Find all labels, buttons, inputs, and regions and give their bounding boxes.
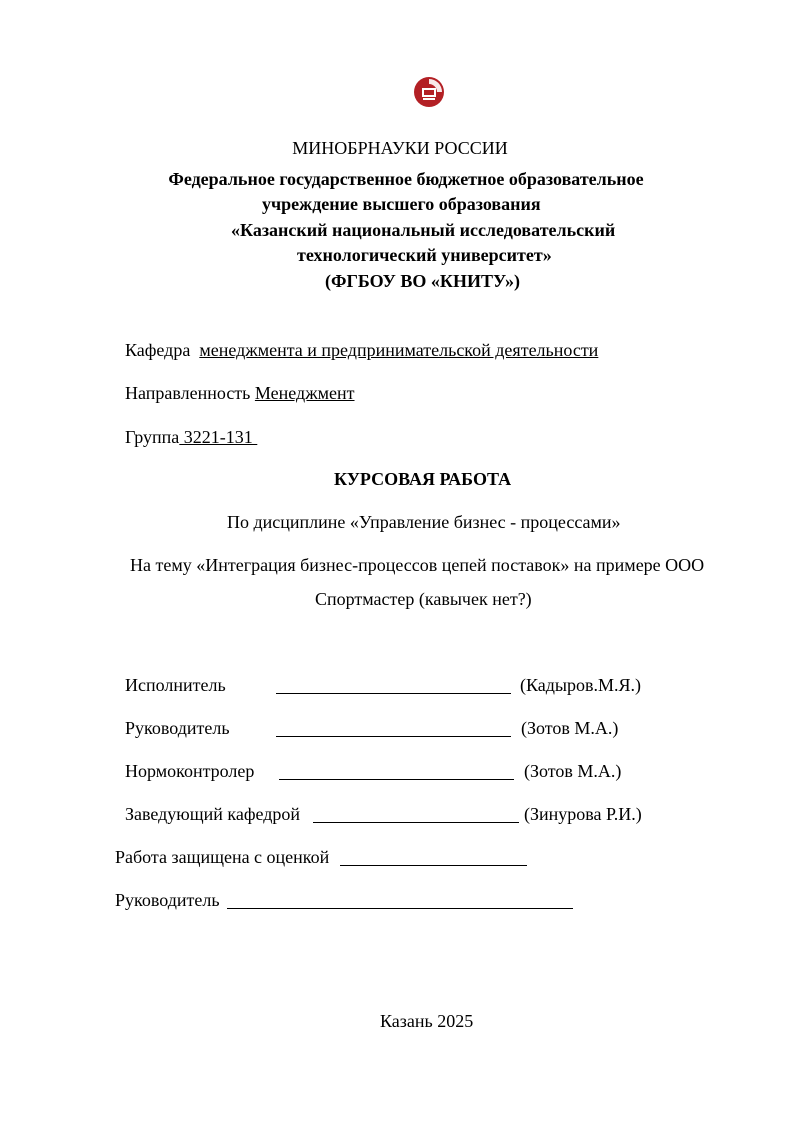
- supervisor-label: Руководитель: [115, 890, 220, 910]
- signature-name: (Зотов М.А.): [524, 761, 622, 781]
- university-line-1: «Казанский национальный исследовательский: [231, 220, 616, 240]
- department-field: [125, 340, 598, 361]
- work-title: КУРСОВАЯ РАБОТА: [334, 469, 512, 489]
- institution-line-2: учреждение высшего образования: [262, 194, 541, 214]
- grade-line[interactable]: [340, 849, 527, 866]
- city-year: Казань 2025: [380, 1011, 474, 1031]
- signature-role: Заведующий кафедрой: [125, 804, 301, 824]
- university-abbreviation: (ФГБОУ ВО «КНИТУ»): [325, 271, 521, 291]
- signature-line[interactable]: [276, 677, 511, 694]
- group-label: Группа: [125, 427, 180, 447]
- signature-line[interactable]: [313, 806, 519, 823]
- direction-label: Направленность: [125, 383, 251, 403]
- department-label: Кафедра: [125, 340, 191, 360]
- university-line-2: технологический университет»: [297, 245, 552, 265]
- signature-name: (Зинурова Р.И.): [524, 804, 642, 824]
- supervisor-signature-line[interactable]: [227, 892, 573, 909]
- signature-role: Исполнитель: [125, 675, 226, 695]
- direction-field: [125, 383, 355, 404]
- institution-line-1: Федеральное государственное бюджетное образовательное: [168, 169, 644, 189]
- direction-value: Менеджмент: [254, 383, 355, 403]
- signature-line[interactable]: [279, 763, 514, 780]
- topic-line-1: На тему «Интеграция бизнес-процессов цепей поставок» на примере ООО: [130, 555, 705, 575]
- university-emblem-icon: [413, 76, 445, 108]
- discipline: По дисциплине «Управление бизнес - процессами»: [227, 512, 621, 532]
- topic-line-2: Спортмастер (кавычек нет?): [315, 589, 532, 609]
- signature-name: (Зотов М.А.): [521, 718, 619, 738]
- ministry-name: МИНОБРНАУКИ РОССИИ: [292, 138, 508, 158]
- signature-name: (Кадыров.М.Я.): [520, 675, 642, 695]
- group-value: 3221-131: [179, 427, 258, 447]
- signature-role: Нормоконтролер: [125, 761, 255, 781]
- signature-role: Руководитель: [125, 718, 230, 738]
- signature-line[interactable]: [276, 720, 511, 737]
- group-field: [125, 427, 257, 448]
- grade-label: Работа защищена с оценкой: [115, 847, 330, 867]
- department-value: менеджмента и предпринимательской деятельности: [199, 340, 599, 360]
